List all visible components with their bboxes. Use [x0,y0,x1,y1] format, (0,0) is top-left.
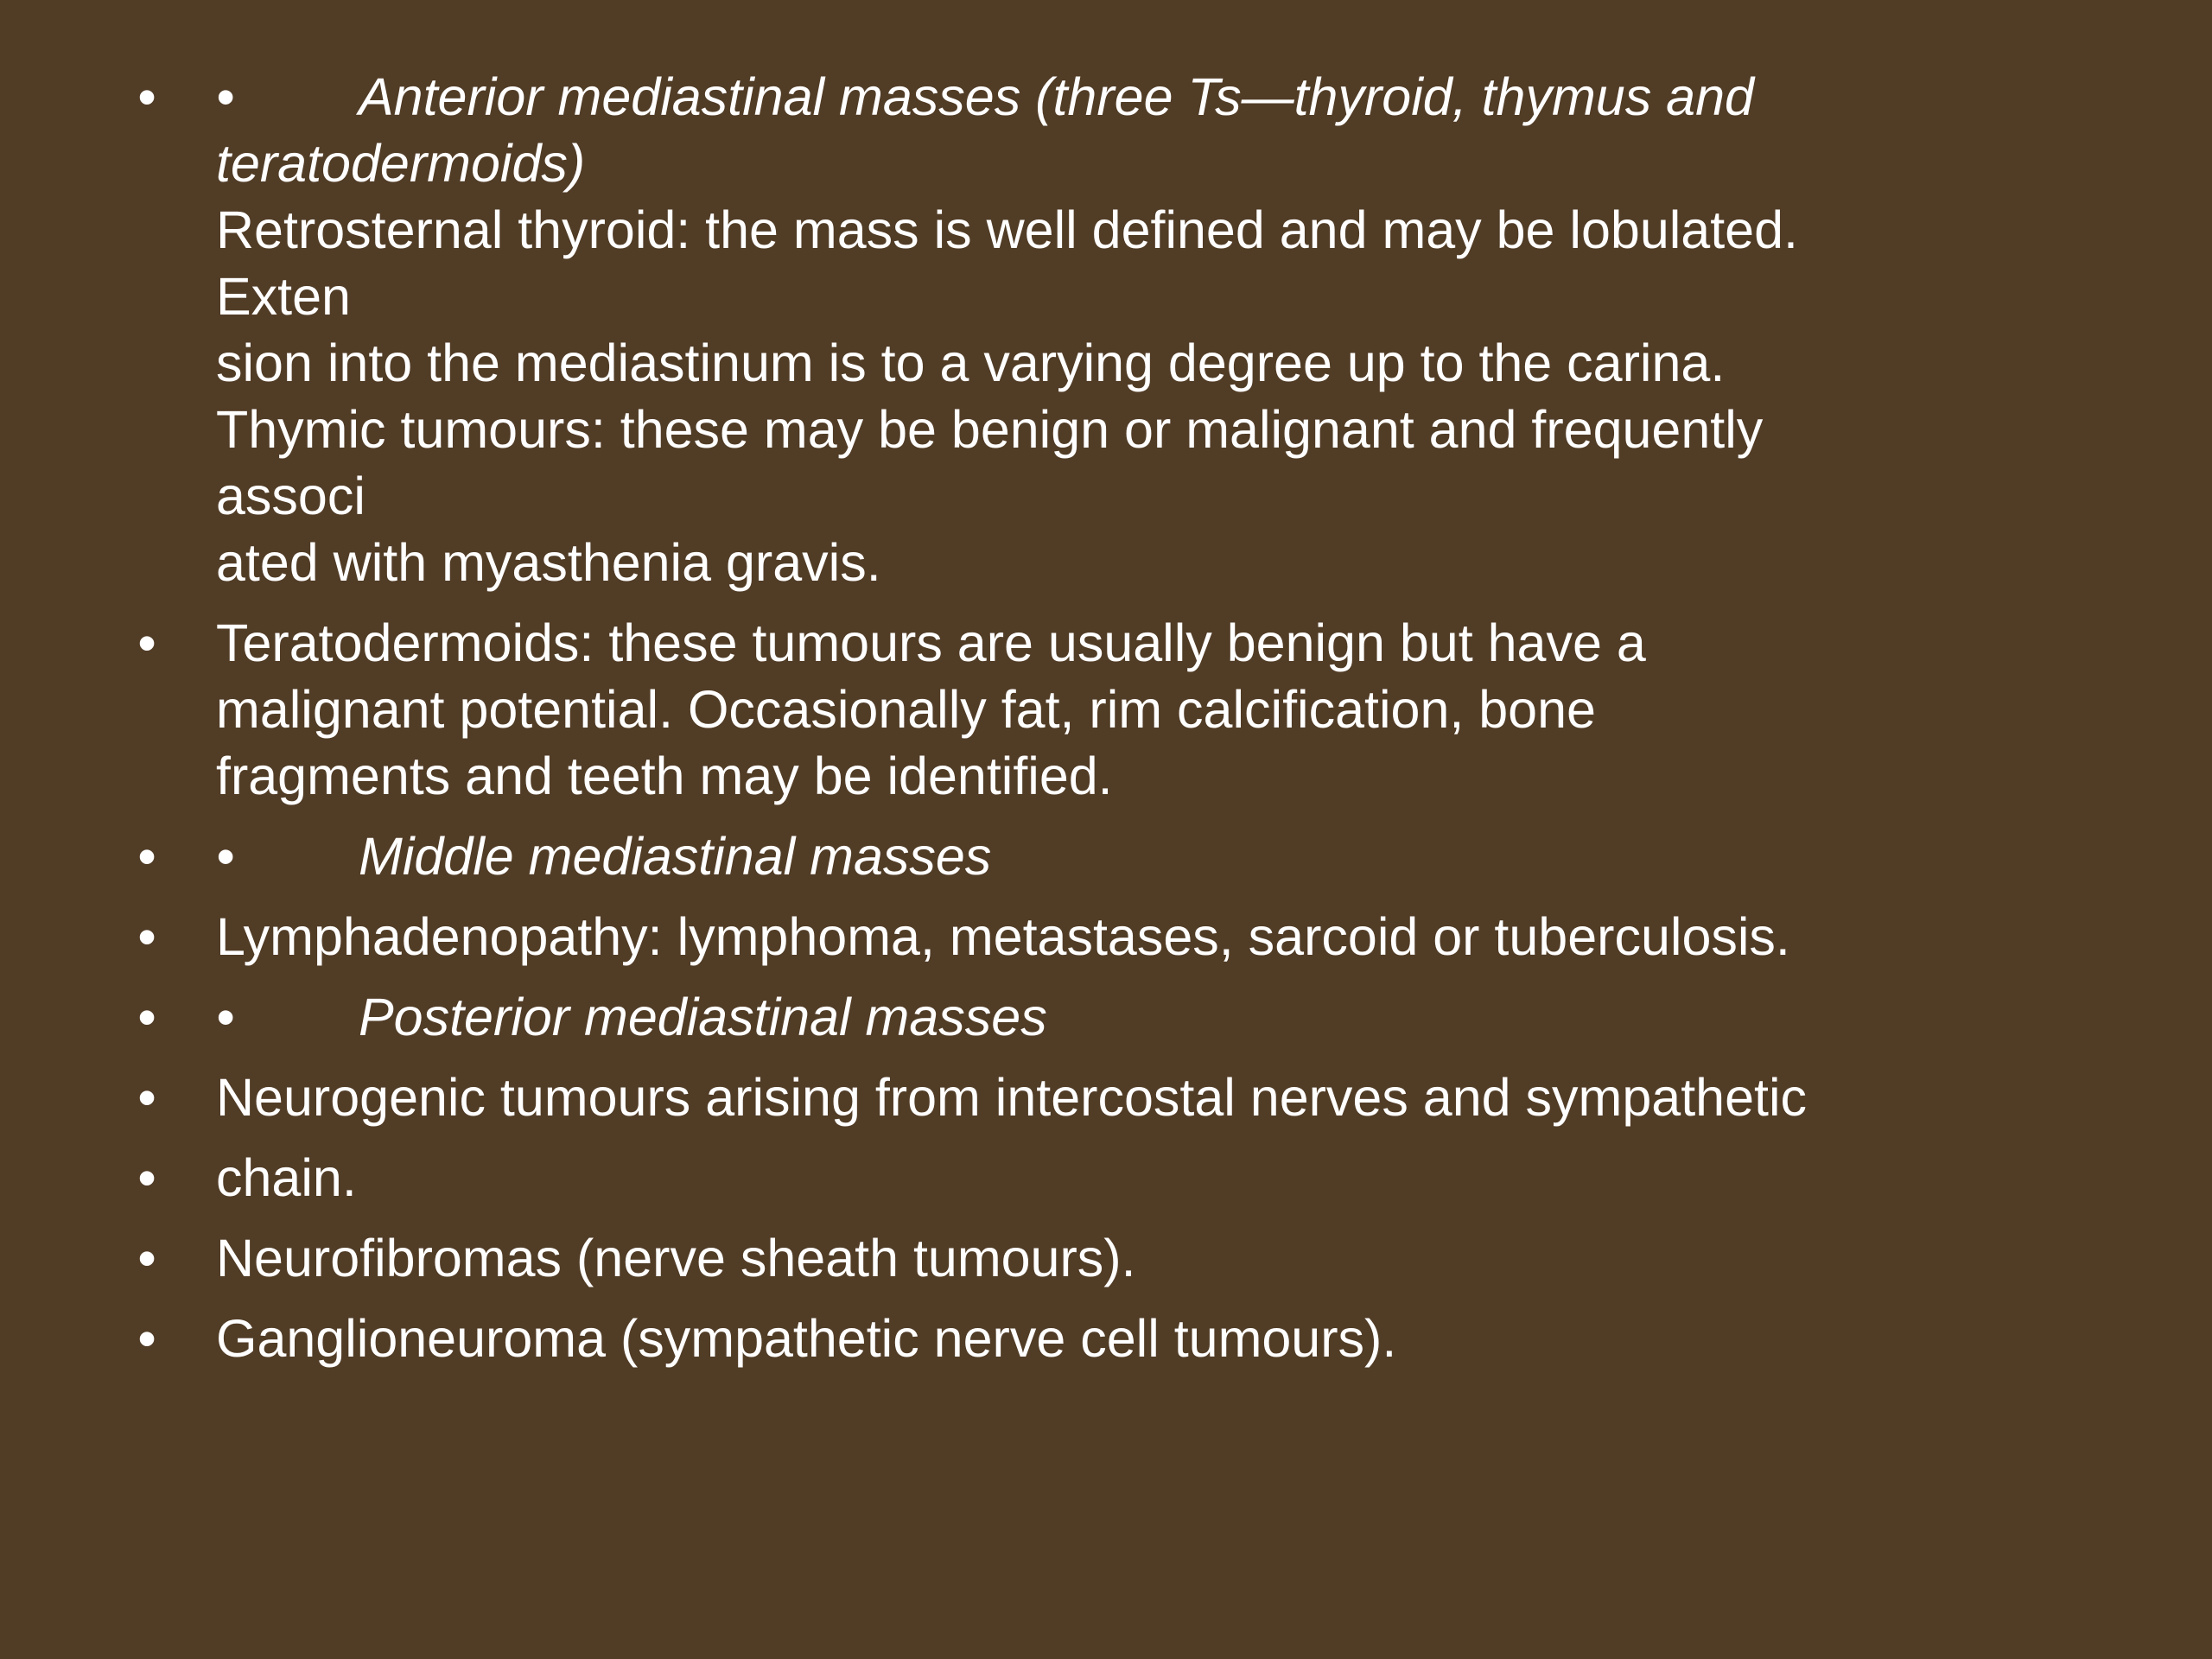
bullet-marker: • [137,1309,156,1368]
bullet-list [130,64,2160,1372]
bullet-marker: • [137,1229,156,1287]
text-line: Teratodermoids: these tumours are usually benign but have a [216,613,1646,672]
inner-bullet-marker: • [216,988,235,1046]
bullet-marker: • [137,988,156,1046]
bullet-marker: • [137,907,156,966]
text-line: Lymphadenopathy: lymphoma, metastases, sarcoid or tuberculosis. [216,907,1790,966]
bullet-item-lymphadenopathy [130,904,2160,970]
text-line: Neurofibromas (nerve sheath tumours). [216,1229,1136,1287]
text-line: teratodermoids) [216,134,586,193]
section-heading-text: Middle mediastinal masses [359,827,992,886]
bullet-marker: • [137,1148,156,1207]
bullet-item-neurogenic-tumours [130,1065,2160,1131]
bullet-item-posterior-mediastinal [130,984,2160,1051]
text-line: Ganglioneuroma (sympathetic nerve cell tumours). [216,1309,1397,1368]
bullet-marker: • [137,613,156,672]
text-line: chain. [216,1148,357,1207]
bullet-item-anterior-mediastinal [130,64,2160,596]
bullet-marker: • [137,827,156,886]
bullet-item-neurofibromas [130,1225,2160,1292]
text-line: fragments and teeth may be identified. [216,747,1113,805]
bullet-marker: • [137,67,156,126]
text-line: Exten [216,267,351,326]
inner-bullet-marker: • [216,827,235,886]
text-line: Thymic tumours: these may be benign or malignant and frequently [216,400,1764,459]
inner-bullet-marker: • [216,67,235,126]
section-heading-posterior [216,984,2160,1051]
text-line: sion into the mediastinum is to a varying degree up to the carina. [216,334,1726,392]
section-heading-anterior [216,64,2160,130]
bullet-item-ganglioneuroma [130,1306,2160,1372]
text-line: ated with myasthenia gravis. [216,533,881,592]
section-heading-text: Posterior mediastinal masses [359,988,1047,1046]
text-line: associ [216,467,365,525]
section-heading-text: Anterior mediastinal masses (three Ts—thyroid, thymus and [359,67,1754,126]
text-line: Neurogenic tumours arising from intercostal nerves and sympathetic [216,1068,1807,1127]
bullet-item-middle-mediastinal [130,823,2160,890]
bullet-item-teratodermoids [130,610,2160,810]
bullet-marker: • [137,1068,156,1127]
section-heading-middle [216,823,2160,890]
text-line: malignant potential. Occasionally fat, rim calcification, bone [216,680,1596,739]
bullet-item-chain [130,1145,2160,1211]
text-line: Retrosternal thyroid: the mass is well defined and may be lobulated. [216,200,1798,259]
